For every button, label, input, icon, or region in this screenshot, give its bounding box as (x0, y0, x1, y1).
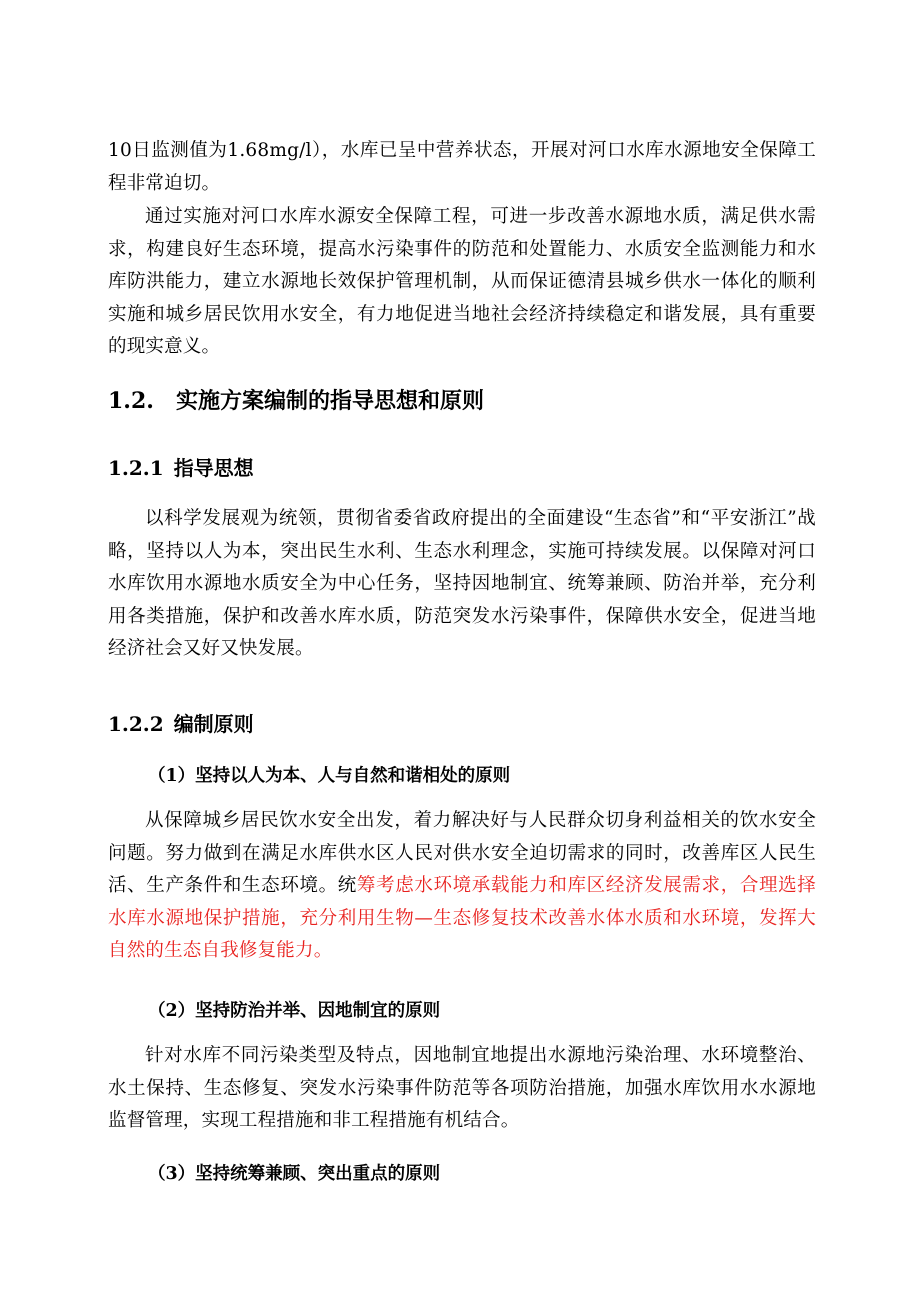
subsection-number: 1.2.1 (108, 456, 164, 480)
principle-1-text: 从保障城乡居民饮水安全出发，着力解决好与人民群众切身利益相关的饮水安全问题。努力做到在满足水库供水区人民对供水安全迫切需求的同时，改善库区人民生活、生产条件和生态环境。统 (108, 810, 816, 897)
principle-1-highlighted-text: 筹考虑水环境承载能力和库区经济发展需求，合理选择水库水源地保护措施，充分利用生物—生态修复技术改善水体水质和水环境，发挥大自然的生态自我修复能力。 (108, 875, 816, 962)
subsection-title: 指导思想 (173, 456, 254, 480)
section-number: 1.2. (108, 388, 154, 414)
subsection-number: 1.2.2 (108, 712, 164, 736)
section-heading-1-2 (108, 386, 484, 416)
section-title: 实施方案编制的指导思想和原则 (176, 388, 485, 414)
principle-2-paragraph: 针对水库不同污染类型及特点，因地制宜地提出水源地污染治理、水环境整治、水土保持、生态修复、突发水污染事件防范等各项防治措施，加强水库饮用水水源地监督管理，实现工程措施和非工程措施有机结合。 (108, 1045, 816, 1132)
principle-1-title: （1）坚持以人为本、人与自然和谐相处的原则 (148, 766, 511, 786)
section-heading-1-2-2 (108, 710, 254, 738)
principle-2-title: （2）坚持防治并举、因地制宜的原则 (148, 1001, 441, 1021)
section-heading-1-2-1 (108, 454, 254, 482)
subsection-title: 编制原则 (173, 712, 254, 736)
principle-1-paragraph (108, 805, 816, 968)
guiding-thought-paragraph: 以科学发展观为统领，贯彻省委省政府提出的全面建设“生态省”和“平安浙江”战略，坚持以人为本，突出民生水利、生态水利理念，实施可持续发展。以保障对河口水库饮用水源地水质安全为中心任务，坚持因地制宜、统筹兼顾、防治并举，充分利用各类措施，保护和改善水库水质，防范突发水污染事件，保障供水安全，促进当地经济社会又好又快发展。 (108, 508, 816, 660)
intro-paragraph-1: 10日监测值为1.68mg/l），水库已呈中营养状态，开展对河口水库水源地安全保障工程非常迫切。 (108, 140, 816, 194)
principle-3-title: （3）坚持统筹兼顾、突出重点的原则 (148, 1164, 441, 1184)
intro-paragraph-2: 通过实施对河口水库水源安全保障工程，可进一步改善水源地水质，满足供水需求，构建良好生态环境，提高水污染事件的防范和处置能力、水质安全监测能力和水库防洪能力，建立水源地长效保护管理机制，从而保证德清县城乡供水一体化的顺利实施和城乡居民饮用水安全，有力地促进当地社会经济持续稳定和谐发展，具有重要的现实意义。 (108, 206, 816, 358)
